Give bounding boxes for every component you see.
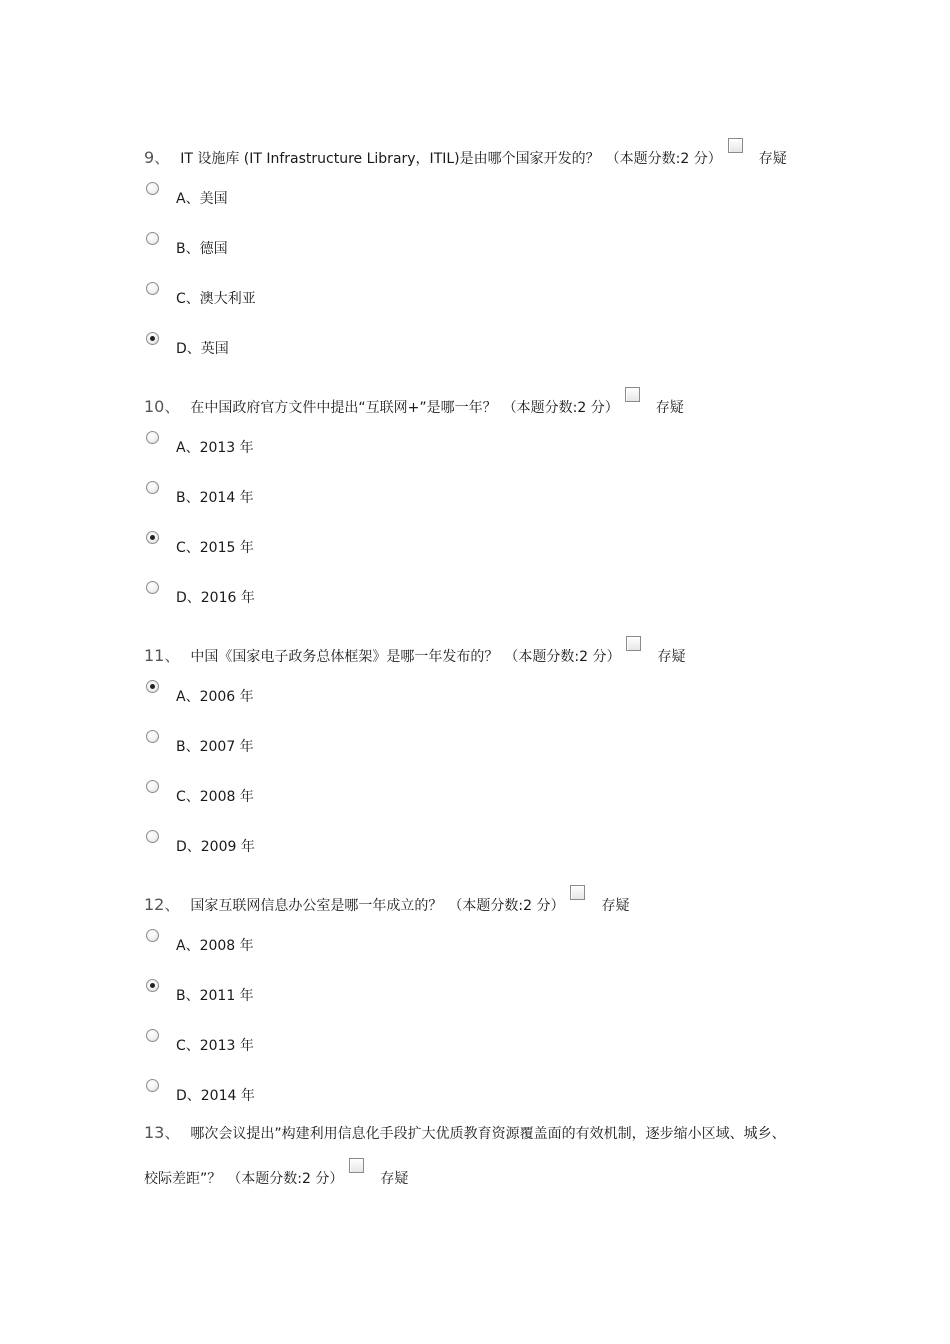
option-label: C、澳大利亚 (176, 291, 256, 307)
question-text: 哪次会议提出”构建利用信息化手段扩大优质教育资源覆盖面的有效机制，逐步缩小区域、城乡、 (190, 1126, 786, 1142)
radio-button[interactable] (146, 730, 159, 743)
flag-label: 存疑 (758, 151, 787, 167)
question-score: （本题分数:2 分） (605, 151, 722, 167)
option-label: D、2009 年 (176, 839, 255, 855)
question-text-continued: 校际差距”？ (144, 1171, 222, 1187)
radio-button[interactable] (146, 680, 159, 693)
option-label: D、2016 年 (176, 590, 255, 606)
option-label: A、2013 年 (176, 440, 254, 456)
flag-label: 存疑 (380, 1171, 409, 1187)
option-label: A、2006 年 (176, 689, 254, 705)
option-c[interactable] (144, 1029, 544, 1059)
question-9 (144, 138, 824, 357)
option-label: B、德国 (176, 241, 228, 257)
question-number: 11、 (144, 646, 181, 665)
radio-button[interactable] (146, 581, 159, 594)
option-a[interactable] (144, 929, 544, 959)
flag-checkbox[interactable] (626, 636, 641, 651)
question-header (144, 636, 824, 665)
question-text: IT 设施库 (IT Infrastructure Library，ITIL)是由哪个国家开发的？ (180, 151, 600, 167)
option-d[interactable] (144, 332, 544, 362)
question-10 (144, 387, 824, 606)
option-a[interactable] (144, 680, 544, 710)
question-number: 12、 (144, 895, 181, 914)
radio-button[interactable] (146, 182, 159, 195)
question-12 (144, 885, 824, 1104)
radio-button[interactable] (146, 780, 159, 793)
option-d[interactable] (144, 1079, 544, 1109)
question-header (144, 138, 824, 167)
question-text: 在中国政府官方文件中提出“互联网+”是哪一年？ (190, 400, 497, 416)
radio-button[interactable] (146, 481, 159, 494)
radio-button[interactable] (146, 282, 159, 295)
option-b[interactable] (144, 979, 544, 1009)
option-label: B、2014 年 (176, 490, 254, 506)
question-number: 13、 (144, 1123, 181, 1142)
option-label: B、2011 年 (176, 988, 254, 1004)
question-11 (144, 636, 824, 855)
question-score: （本题分数:2 分） (448, 898, 565, 914)
option-d[interactable] (144, 581, 544, 611)
option-c[interactable] (144, 282, 544, 312)
option-b[interactable] (144, 730, 544, 760)
radio-button[interactable] (146, 232, 159, 245)
question-score: （本题分数:2 分） (504, 649, 621, 665)
flag-checkbox[interactable] (625, 387, 640, 402)
radio-button[interactable] (146, 979, 159, 992)
radio-button[interactable] (146, 1079, 159, 1092)
option-label: C、2013 年 (176, 1038, 254, 1054)
option-label: C、2008 年 (176, 789, 254, 805)
question-text: 中国《国家电子政务总体框架》是哪一年发布的？ (190, 649, 499, 665)
option-a[interactable] (144, 431, 544, 461)
option-label: A、美国 (176, 191, 228, 207)
option-label: D、2014 年 (176, 1088, 255, 1104)
option-label: D、英国 (176, 341, 229, 357)
question-header (144, 387, 824, 416)
option-label: C、2015 年 (176, 540, 254, 556)
radio-button[interactable] (146, 531, 159, 544)
option-b[interactable] (144, 481, 544, 511)
option-a[interactable] (144, 182, 544, 212)
radio-button[interactable] (146, 929, 159, 942)
radio-button[interactable] (146, 332, 159, 345)
radio-button[interactable] (146, 830, 159, 843)
option-b[interactable] (144, 232, 544, 262)
flag-checkbox[interactable] (728, 138, 743, 153)
option-label: A、2008 年 (176, 938, 254, 954)
flag-label: 存疑 (655, 400, 684, 416)
radio-button[interactable] (146, 431, 159, 444)
flag-checkbox[interactable] (349, 1158, 364, 1173)
flag-label: 存疑 (601, 898, 630, 914)
question-13 (144, 1120, 824, 1187)
question-header (144, 885, 824, 914)
question-score: （本题分数:2 分） (227, 1171, 344, 1187)
question-score: （本题分数:2 分） (502, 400, 619, 416)
option-label: B、2007 年 (176, 739, 254, 755)
question-text: 国家互联网信息办公室是哪一年成立的？ (190, 898, 443, 914)
question-header-continued (144, 1158, 824, 1187)
question-number: 9、 (144, 148, 171, 167)
question-header (144, 1120, 824, 1146)
option-c[interactable] (144, 780, 544, 810)
flag-label: 存疑 (657, 649, 686, 665)
option-d[interactable] (144, 830, 544, 860)
flag-checkbox[interactable] (570, 885, 585, 900)
radio-button[interactable] (146, 1029, 159, 1042)
option-c[interactable] (144, 531, 544, 561)
question-number: 10、 (144, 397, 181, 416)
